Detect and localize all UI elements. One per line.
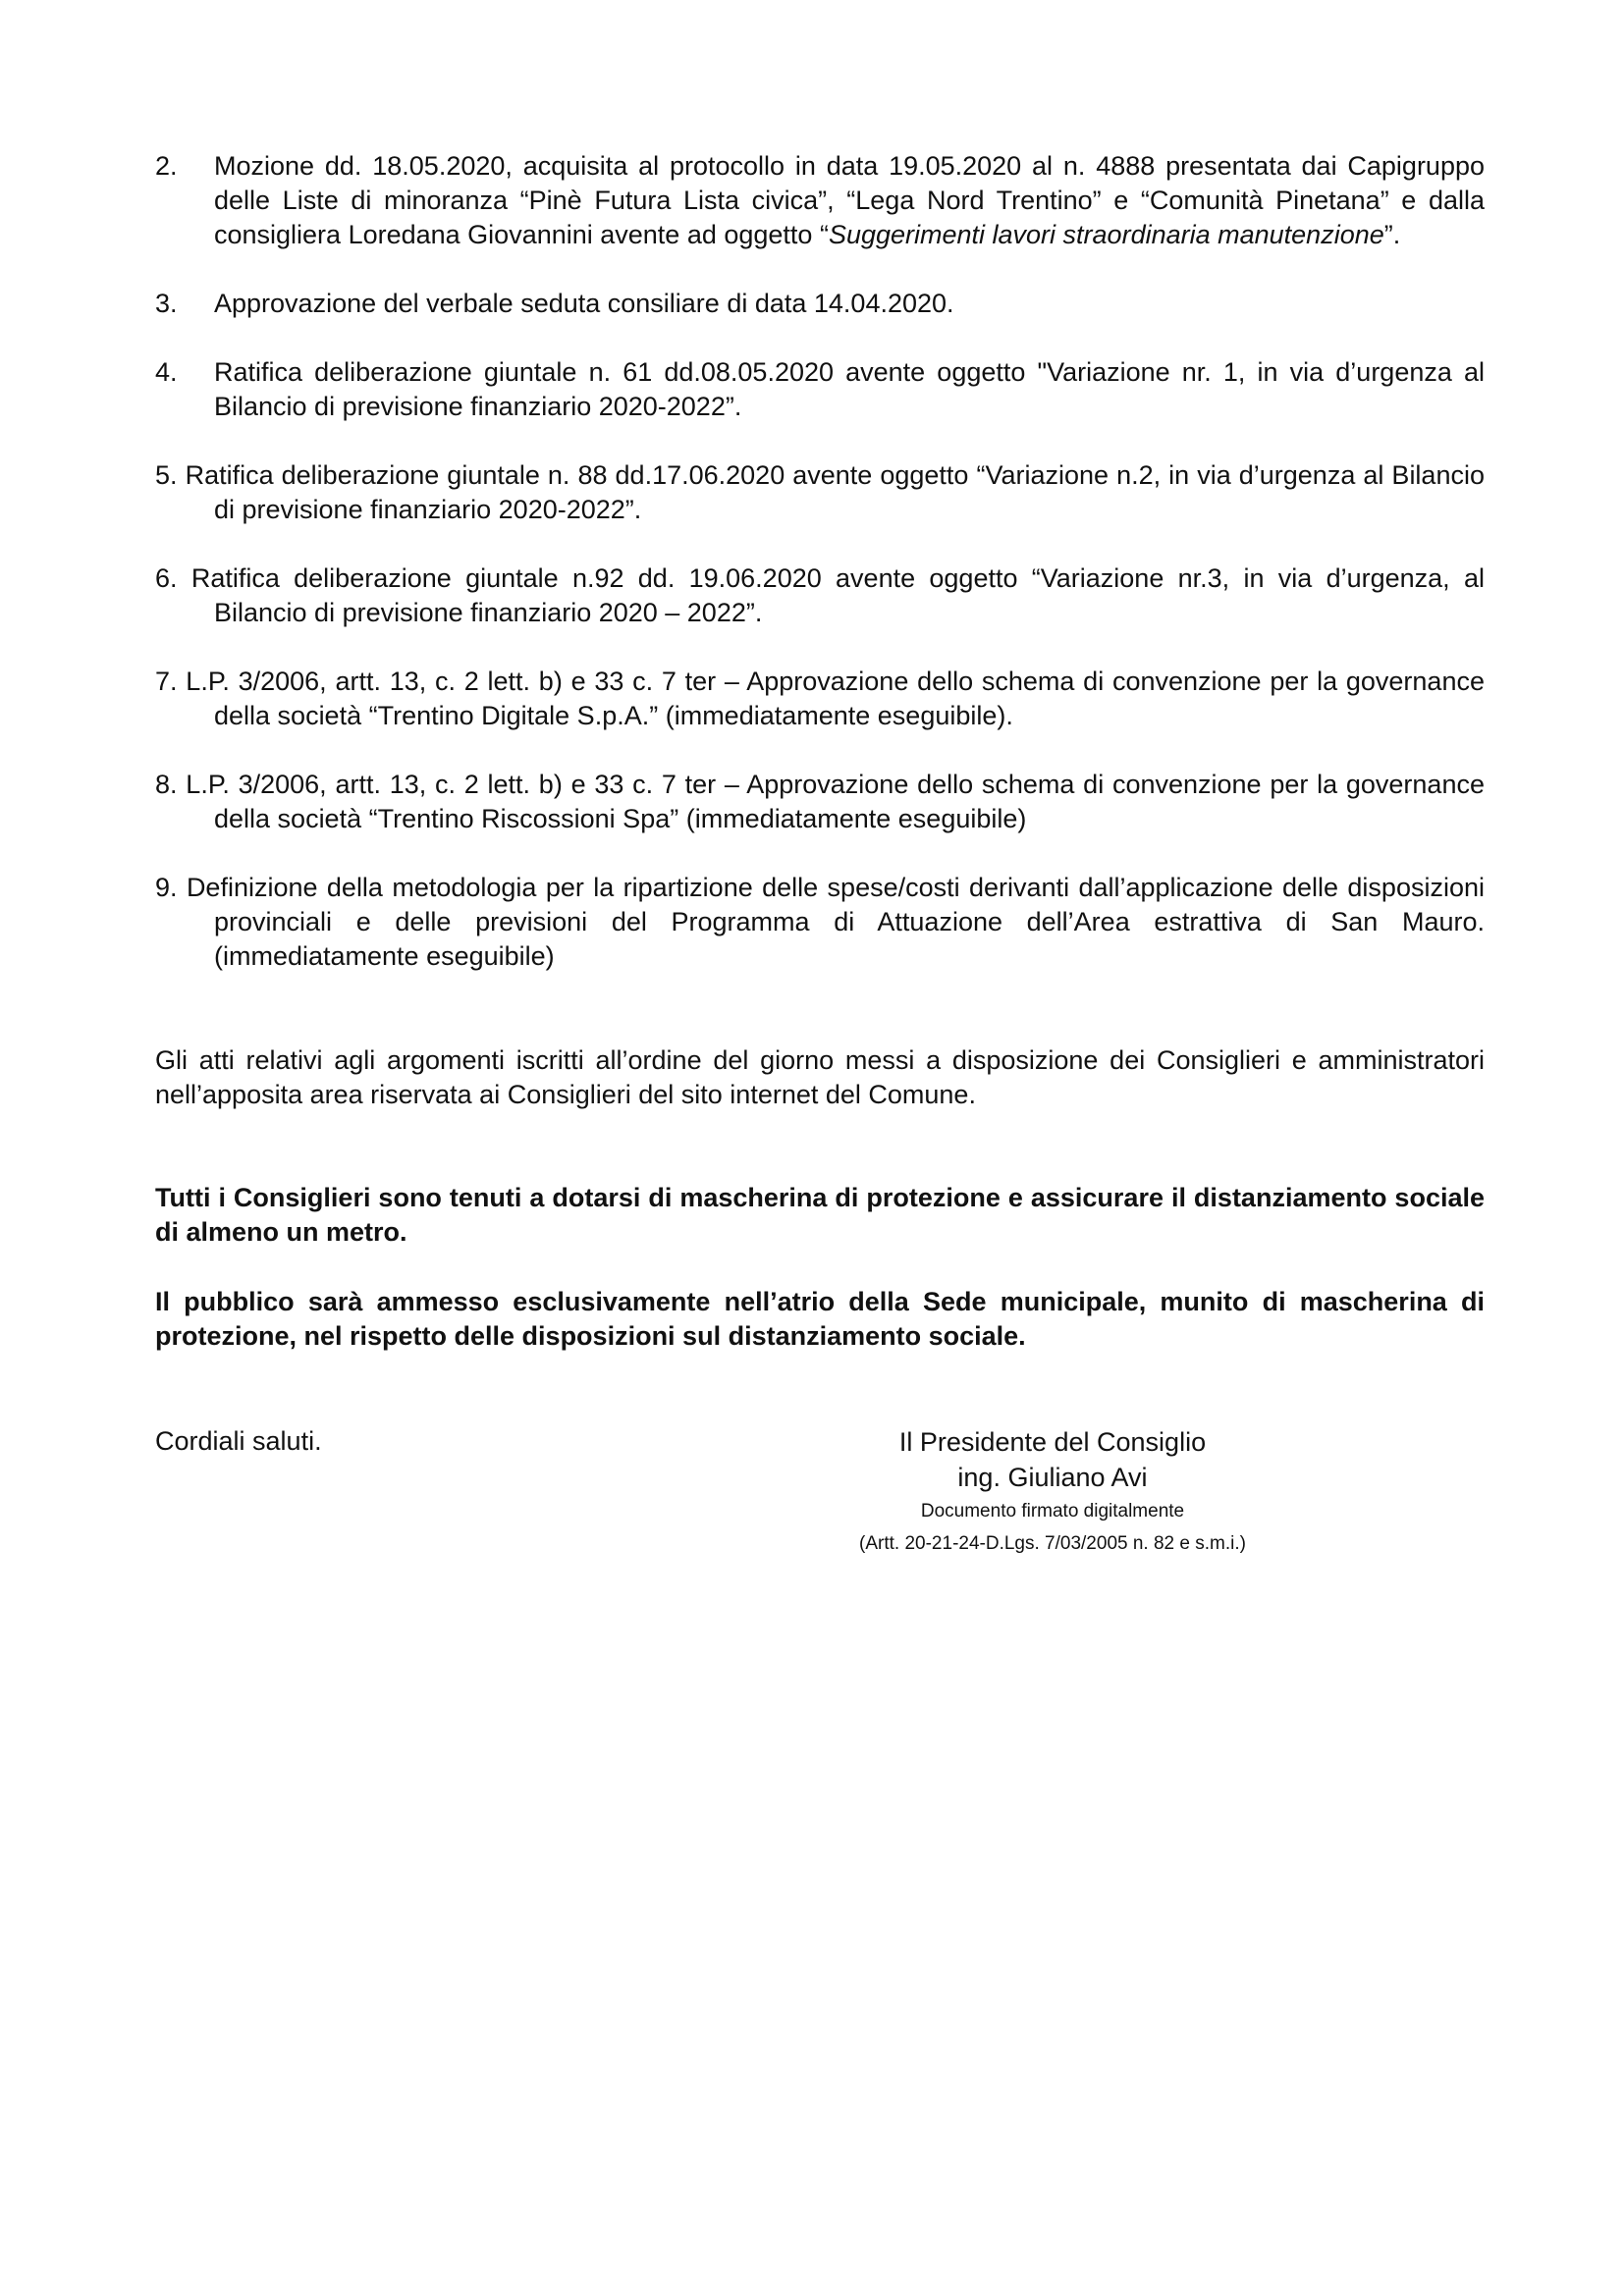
agenda-item-number: 8. — [155, 770, 178, 799]
agenda-item-text: L.P. 3/2006, artt. 13, c. 2 lett. b) e 33 c. 7 ter – Approvazione dello schema di convenzione per la governance della società “Trentino Riscossioni Spa” (immediatamente eseguibile) — [186, 770, 1485, 833]
agenda-item-number: 6. — [155, 563, 178, 593]
agenda-item-text: Mozione dd. 18.05.2020, acquisita al protocollo in data 19.05.2020 al n. 4888 presentata dai Capigruppo delle Liste di minoranza “Pinè Futura Lista civica”, “Lega Nord Trentino” e “Comunità Pinetana” e dalla consigliera Loredana Giovannini avente ad oggetto “ — [214, 151, 1485, 249]
agenda-item-text: Ratifica deliberazione giuntale n.92 dd. 19.06.2020 avente oggetto “Variazione nr.3, in via d’urgenza, al Bilancio di previsione finanziario 2020 – 2022”. — [190, 563, 1485, 627]
notice-public: Il pubblico sarà ammesso esclusivamente nell’atrio della Sede municipale, munito di mascherina di protezione, nel rispetto delle disposizioni sul distanziamento sociale. — [155, 1287, 1485, 1351]
signature-block — [856, 1424, 1249, 1559]
signer-role: Il Presidente del Consiglio — [898, 1427, 1207, 1457]
agenda-item-number: 7. — [155, 667, 178, 696]
legal-reference: (Artt. 20-21-24-D.Lgs. 7/03/2005 n. 82 e s.m.i.) — [859, 1533, 1246, 1554]
agenda-item-number: 5. — [155, 460, 178, 490]
document-body — [155, 149, 1485, 1581]
agenda-item-subject: Suggerimenti lavori straordinaria manutenzione — [828, 220, 1384, 249]
agenda-item-number: 9. — [155, 873, 178, 902]
agenda-item-text: Definizione della metodologia per la ripartizione delle spese/costi derivanti dall’applicazione delle disposizioni provinciali e delle previsioni del Programma di Attuazione dell’Area estrattiva di San Mauro.(immediatamente eseguibile) — [186, 873, 1485, 971]
agenda-item-text: L.P. 3/2006, artt. 13, c. 2 lett. b) e 33 c. 7 ter – Approvazione dello schema di convenzione per la governance della società “Trentino Digitale S.p.A.” (immediatamente eseguibile). — [186, 667, 1485, 730]
signer-name: ing. Giuliano Avi — [957, 1463, 1148, 1492]
closing-block — [155, 1424, 1485, 1581]
agenda-item-4 — [155, 355, 1485, 424]
agenda-item-text: Ratifica deliberazione giuntale n. 88 dd.17.06.2020 avente oggetto “Variazione n.2, in via d’urgenza al Bilancio di previsione finanziario 2020-2022”. — [185, 460, 1485, 524]
agenda-item-6 — [155, 561, 1485, 630]
agenda-item-5 — [155, 458, 1485, 527]
digital-signature-note: Documento firmato digitalmente — [920, 1501, 1185, 1522]
agenda-item-3 — [155, 287, 1485, 321]
notice-masks: Tutti i Consiglieri sono tenuti a dotarsi di mascherina di protezione e assicurare il distanziamento sociale di almeno un metro. — [155, 1183, 1485, 1247]
agenda-item-8 — [155, 768, 1485, 836]
agenda-item-2 — [155, 149, 1485, 252]
agenda-item-number: 2. — [155, 151, 178, 181]
agenda-item-text: Ratifica deliberazione giuntale n. 61 dd.08.05.2020 avente oggetto "Variazione nr. 1, in via d’urgenza al Bilancio di previsione finanziario 2020-2022”. — [214, 357, 1485, 421]
agenda-item-number: 4. — [155, 357, 178, 387]
agenda-item-number: 3. — [155, 289, 178, 318]
documents-note: Gli atti relativi agli argomenti iscritti all’ordine del giorno messi a disposizione dei Consiglieri e amministratori nell’apposita area riservata ai Consiglieri del sito internet del Comune. — [155, 1045, 1485, 1109]
agenda-item-7 — [155, 665, 1485, 733]
closing-greeting: Cordiali saluti. — [155, 1426, 322, 1456]
agenda-item-text-end: ”. — [1383, 220, 1401, 249]
agenda-item-text: Approvazione del verbale seduta consiliare di data 14.04.2020. — [214, 289, 954, 318]
agenda-item-9 — [155, 871, 1485, 974]
